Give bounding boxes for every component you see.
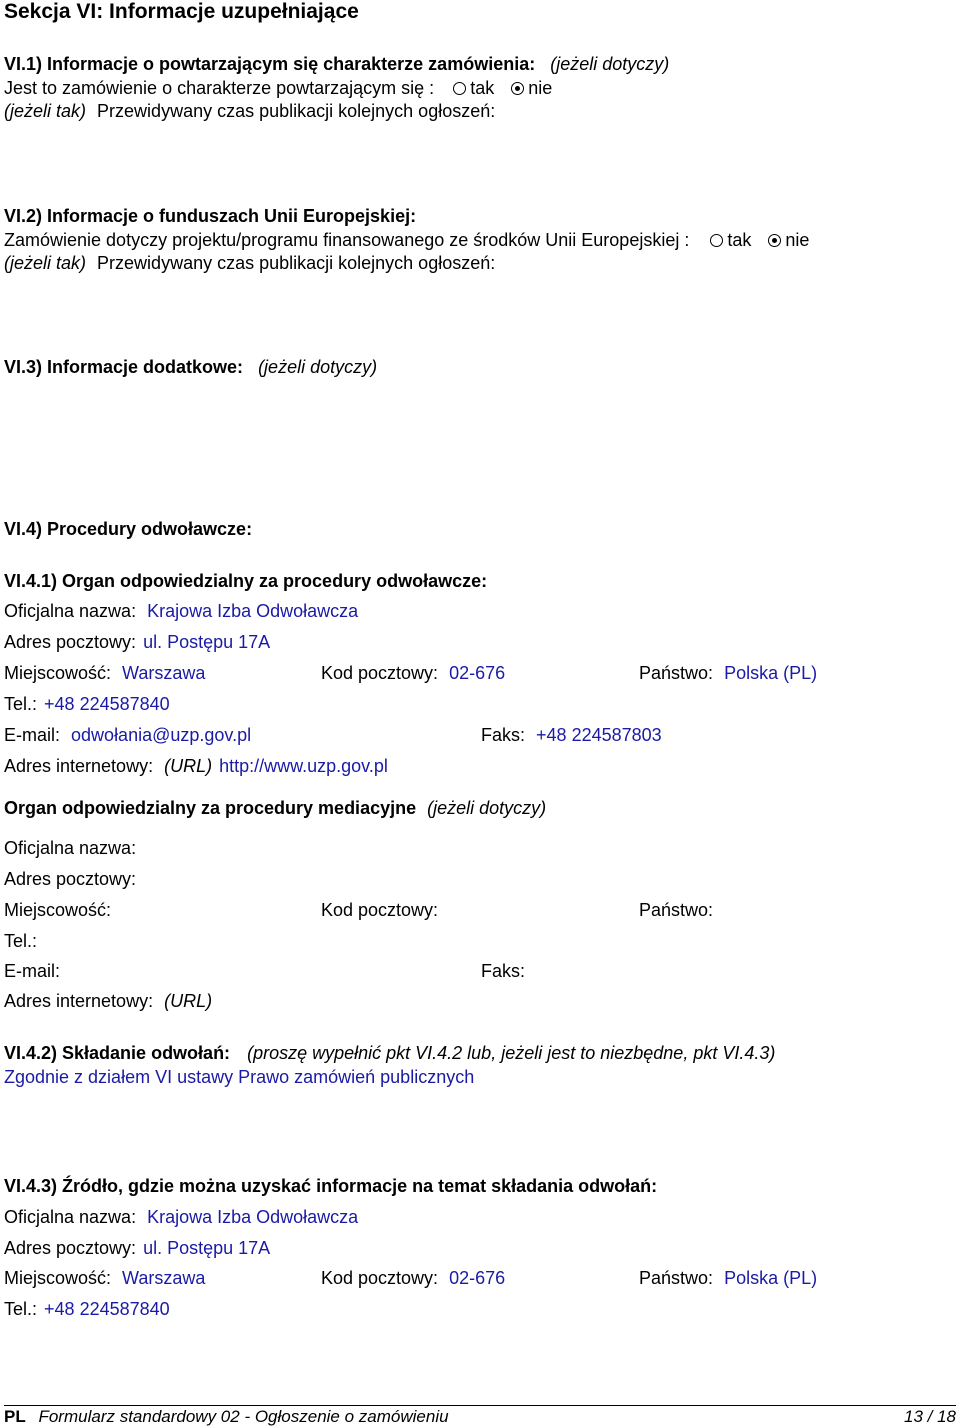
- vi1-radio-no-icon[interactable]: [511, 82, 524, 95]
- vi42-note: (proszę wypełnić pkt VI.4.2 lub, jeżeli jest to niezbędne, pkt VI.4.3): [247, 1043, 776, 1063]
- vi1-yes-label: tak: [470, 78, 495, 98]
- vi41-fax-row: [481, 724, 662, 746]
- vi1-if-yes: (jeżeli tak): [4, 101, 87, 121]
- mediation-web-row: [4, 990, 212, 1012]
- vi41-name-label: Oficjalna nazwa:: [4, 601, 137, 621]
- vi2-question-row: [4, 229, 809, 251]
- footer-left: [4, 1407, 449, 1427]
- vi43-tel-label: Tel.:: [4, 1299, 38, 1319]
- vi43-zip-row: [321, 1267, 505, 1289]
- vi41-zip-value: 02-676: [449, 663, 506, 683]
- vi42-text: Zgodnie z działem VI ustawy Prawo zamówień publicznych: [4, 1067, 475, 1087]
- vi3-heading-row: [4, 356, 377, 378]
- vi41-heading: VI.4.1) Organ odpowiedzialny za procedury odwoławcze:: [4, 571, 488, 591]
- vi1-radio-yes-icon[interactable]: [453, 82, 466, 95]
- vi41-city-label: Miejscowość:: [4, 663, 112, 683]
- vi41-zip-row: [321, 662, 505, 684]
- mediation-heading: Organ odpowiedzialny za procedury mediacyjne: [4, 798, 417, 818]
- vi41-tel-row: [4, 693, 170, 715]
- vi43-zip-label: Kod pocztowy:: [321, 1268, 439, 1288]
- mediation-fax-label: Faks:: [481, 961, 526, 981]
- vi1-heading: VI.1) Informacje o powtarzającym się charakterze zamówienia:: [4, 54, 536, 74]
- mediation-tel-label: Tel.:: [4, 931, 38, 951]
- vi41-tel-value: +48 224587840: [44, 694, 170, 714]
- vi41-city-row: [4, 662, 205, 684]
- vi43-addr-label: Adres pocztowy:: [4, 1238, 137, 1258]
- vi43-city-value: Warszawa: [122, 1268, 206, 1288]
- mediation-name-label: Oficjalna nazwa:: [4, 838, 137, 858]
- vi42-heading: VI.4.2) Składanie odwołań:: [4, 1043, 231, 1063]
- vi41-addr-value: ul. Postępu 17A: [143, 632, 271, 652]
- mediation-web-label: Adres internetowy:: [4, 991, 154, 1011]
- vi1-heading-row: [4, 53, 669, 75]
- vi41-email-value[interactable]: odwołania@uzp.gov.pl: [71, 725, 252, 745]
- vi41-web-row: [4, 755, 388, 777]
- vi2-pub-label: Przewidywany czas publikacji kolejnych ogłoszeń:: [97, 253, 496, 273]
- mediation-heading-row: [4, 797, 546, 819]
- vi1-question: Jest to zamówienie o charakterze powtarzającym się :: [4, 78, 435, 98]
- vi43-country-label: Państwo:: [639, 1268, 714, 1288]
- vi43-city-row: [4, 1267, 205, 1289]
- vi41-country-value: Polska (PL): [724, 663, 818, 683]
- vi42-heading-row: [4, 1042, 775, 1064]
- mediation-email-label: E-mail:: [4, 961, 61, 981]
- vi2-pub-row: [4, 252, 495, 274]
- vi41-web-url-note: (URL): [164, 756, 213, 776]
- section-title: Sekcja VI: Informacje uzupełniające: [4, 0, 359, 23]
- mediation-web-url-note: (URL): [164, 991, 213, 1011]
- mediation-zip-label: Kod pocztowy:: [321, 900, 439, 920]
- footer-form: Formularz standardowy 02 - Ogłoszenie o zamówieniu: [38, 1407, 449, 1426]
- vi2-question: Zamówienie dotyczy projektu/programu finansowanego ze środków Unii Europejskiej :: [4, 230, 690, 250]
- vi3-note: (jeżeli dotyczy): [258, 357, 378, 377]
- vi2-if-yes: (jeżeli tak): [4, 253, 87, 273]
- vi41-fax-label: Faks:: [481, 725, 526, 745]
- vi2-yes-label: tak: [727, 230, 752, 250]
- vi4-heading: VI.4) Procedury odwoławcze:: [4, 519, 253, 539]
- vi2-radio-yes-icon[interactable]: [710, 234, 723, 247]
- vi1-question-row: [4, 77, 552, 99]
- mediation-note: (jeżeli dotyczy): [427, 798, 547, 818]
- vi41-email-row: [4, 724, 251, 746]
- vi41-fax-value: +48 224587803: [536, 725, 662, 745]
- vi41-web-link[interactable]: http://www.uzp.gov.pl: [219, 756, 388, 776]
- footer-page: 13 / 18: [904, 1407, 956, 1426]
- vi43-name-row: [4, 1206, 358, 1228]
- vi1-pub-label: Przewidywany czas publikacji kolejnych ogłoszeń:: [97, 101, 496, 121]
- vi1-note: (jeżeli dotyczy): [550, 54, 670, 74]
- vi41-tel-label: Tel.:: [4, 694, 38, 714]
- vi43-addr-row: [4, 1237, 270, 1259]
- vi41-email-label: E-mail:: [4, 725, 61, 745]
- mediation-country-label: Państwo:: [639, 900, 714, 920]
- vi41-web-label: Adres internetowy:: [4, 756, 154, 776]
- vi41-country-label: Państwo:: [639, 663, 714, 683]
- mediation-city-label: Miejscowość:: [4, 900, 112, 920]
- vi41-name-value: Krajowa Izba Odwoławcza: [147, 601, 359, 621]
- footer-lang: PL: [4, 1407, 26, 1426]
- mediation-addr-label: Adres pocztowy:: [4, 869, 137, 889]
- vi43-country-value: Polska (PL): [724, 1268, 818, 1288]
- vi2-heading: VI.2) Informacje o funduszach Unii Europejskiej:: [4, 206, 417, 226]
- vi2-radio-no-icon[interactable]: [768, 234, 781, 247]
- vi41-zip-label: Kod pocztowy:: [321, 663, 439, 683]
- vi41-country-row: [639, 662, 817, 684]
- vi41-city-value: Warszawa: [122, 663, 206, 683]
- vi1-no-label: nie: [528, 78, 553, 98]
- vi1-pub-row: [4, 100, 495, 122]
- vi43-country-row: [639, 1267, 817, 1289]
- vi41-addr-label: Adres pocztowy:: [4, 632, 137, 652]
- vi43-city-label: Miejscowość:: [4, 1268, 112, 1288]
- footer-rule: [4, 1405, 956, 1406]
- vi43-name-value: Krajowa Izba Odwoławcza: [147, 1207, 359, 1227]
- vi43-zip-value: 02-676: [449, 1268, 506, 1288]
- vi41-addr-row: [4, 631, 270, 653]
- vi43-tel-row: [4, 1298, 170, 1320]
- vi2-no-label: nie: [785, 230, 810, 250]
- vi43-heading: VI.4.3) Źródło, gdzie można uzyskać informacje na temat składania odwołań:: [4, 1176, 658, 1196]
- vi3-heading: VI.3) Informacje dodatkowe:: [4, 357, 244, 377]
- vi43-name-label: Oficjalna nazwa:: [4, 1207, 137, 1227]
- vi41-name-row: [4, 600, 358, 622]
- vi43-tel-value: +48 224587840: [44, 1299, 170, 1319]
- vi43-addr-value: ul. Postępu 17A: [143, 1238, 271, 1258]
